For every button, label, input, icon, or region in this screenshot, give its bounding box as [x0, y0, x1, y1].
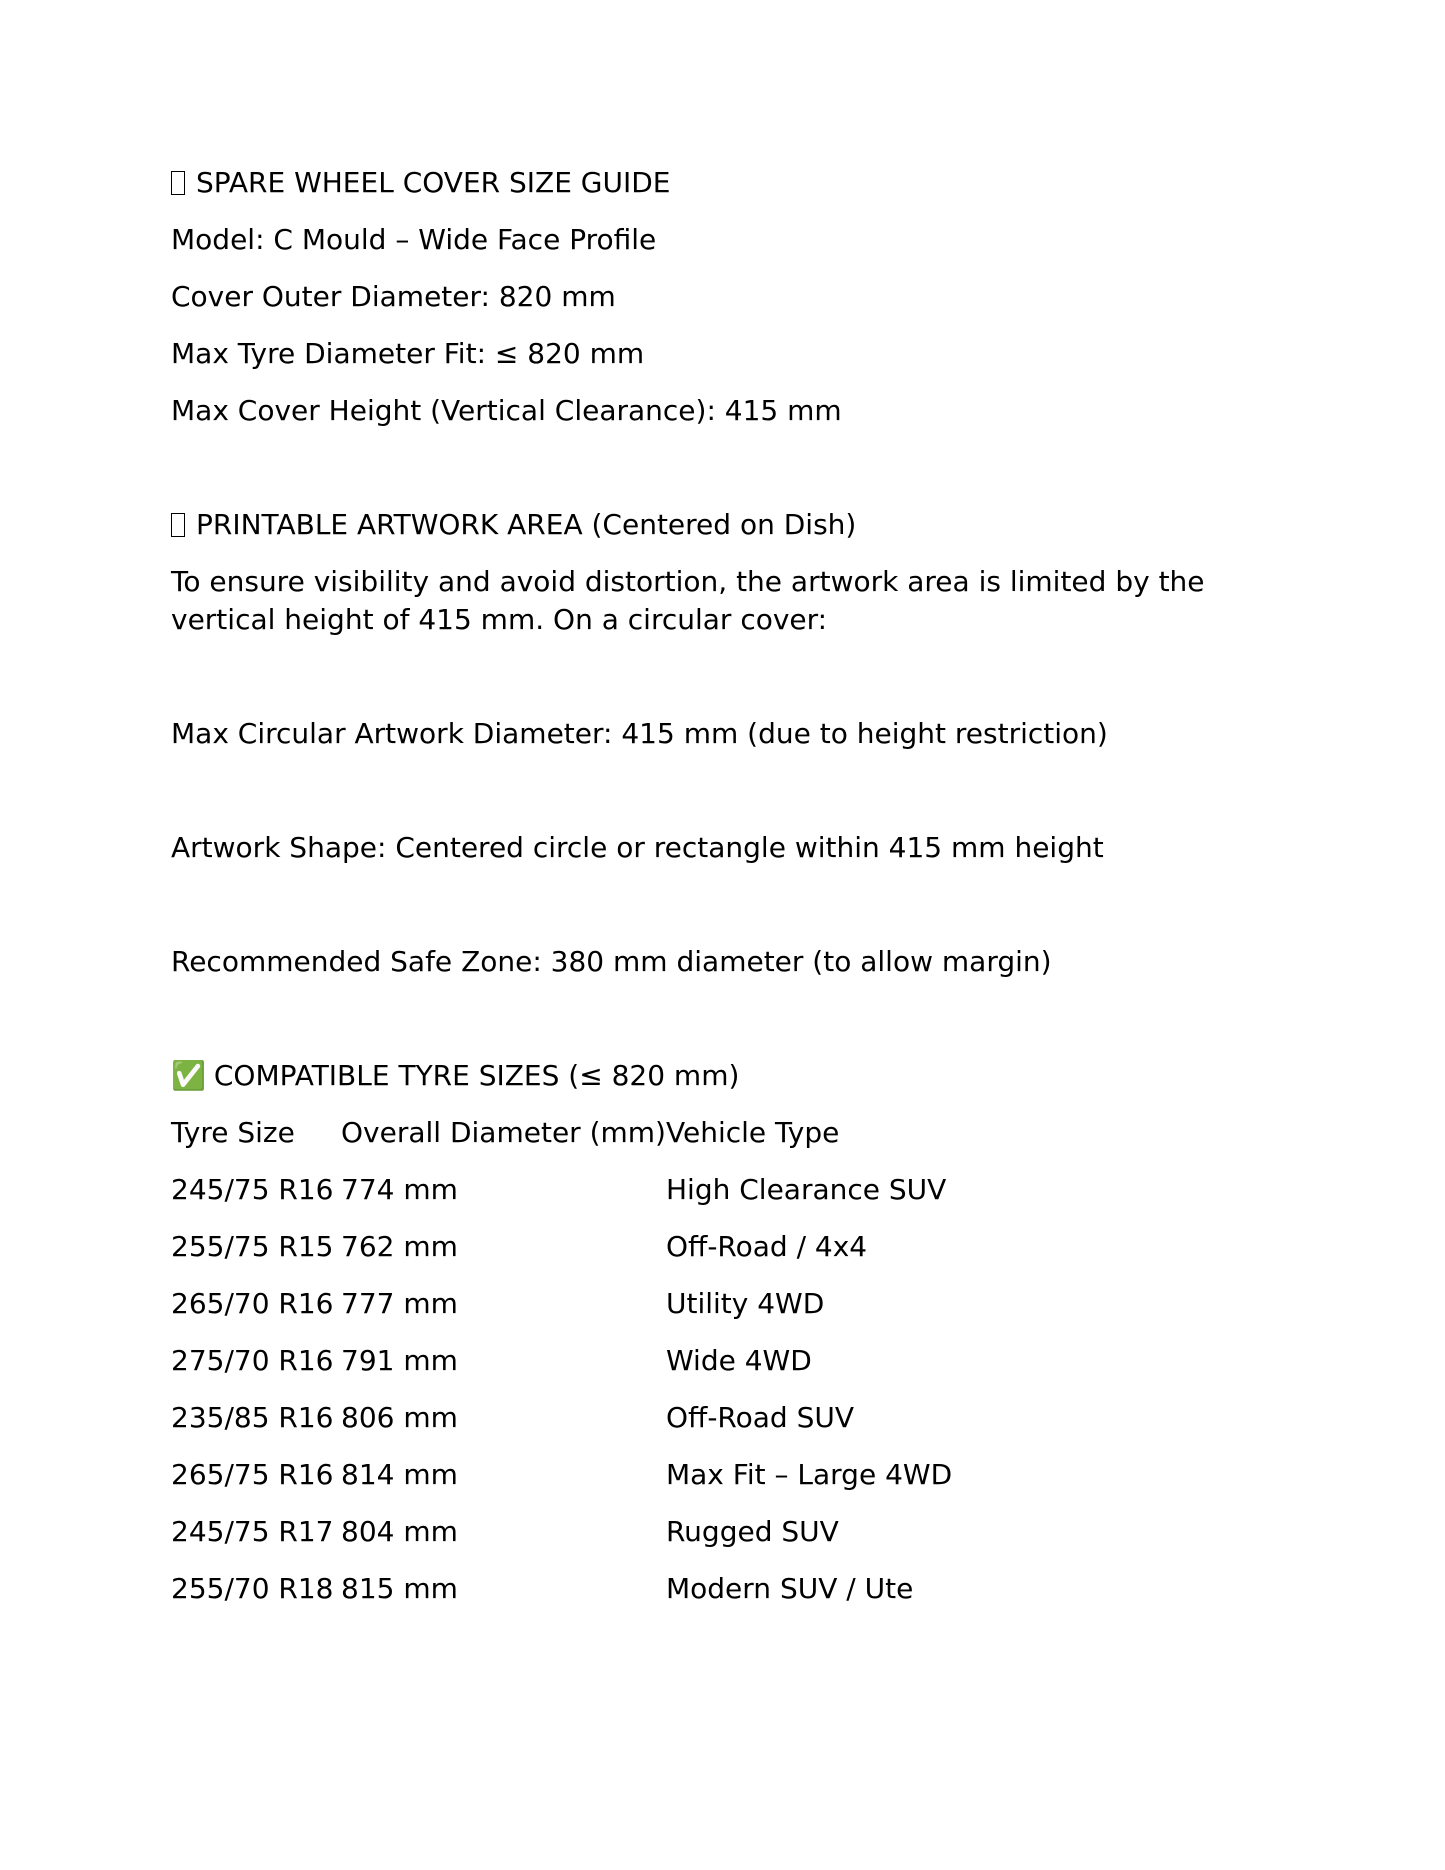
cell-tyre-size: 245/75 R16: [171, 1173, 334, 1206]
column-header-overall-diameter: Overall Diameter (mm): [341, 1116, 666, 1149]
section-heading-compatible-tyres: [171, 1057, 1281, 1095]
cell-tyre-size: 255/75 R15: [171, 1230, 334, 1263]
cell-tyre-size: 275/70 R16: [171, 1344, 334, 1377]
cell-tyre-size: 235/85 R16: [171, 1401, 334, 1434]
heading-text: PRINTABLE ARTWORK AREA (Centered on Dish): [196, 508, 857, 541]
spec-model: Model: C Mould – Wide Face Profile: [171, 223, 657, 256]
cell-vehicle-type: Off-Road / 4x4: [665, 1230, 868, 1263]
table-header-row: [171, 1114, 1066, 1171]
table-row: [171, 1171, 1066, 1228]
heading-text: COMPATIBLE TYRE SIZES (≤ 820 mm): [213, 1059, 740, 1092]
cell-tyre-size: 265/70 R16: [171, 1287, 334, 1320]
table-row: [171, 1399, 1066, 1456]
table-row: [171, 1285, 1066, 1342]
cell-vehicle-type: Off-Road SUV: [665, 1401, 854, 1434]
cell-diameter: 774 mm: [341, 1173, 458, 1206]
cell-diameter: 777 mm: [341, 1287, 458, 1320]
cell-diameter: 814 mm: [341, 1458, 458, 1491]
table-row: [171, 1570, 1066, 1627]
cell-tyre-size: 265/75 R16: [171, 1458, 334, 1491]
spacer: [171, 886, 1281, 943]
cell-tyre-size: 245/75 R17: [171, 1515, 334, 1548]
artwork-item-max-diameter: Max Circular Artwork Diameter: 415 mm (due to height restriction): [171, 717, 1108, 750]
table-row: [171, 1228, 1066, 1285]
cell-vehicle-type: Rugged SUV: [665, 1515, 839, 1548]
artwork-item-safe-zone: Recommended Safe Zone: 380 mm diameter (to allow margin): [171, 945, 1052, 978]
spec-max-tyre-diameter: Max Tyre Diameter Fit: ≤ 820 mm: [171, 337, 645, 370]
cell-vehicle-type: Max Fit – Large 4WD: [665, 1458, 953, 1491]
document-page: [171, 164, 1281, 1627]
artwork-intro-paragraph: To ensure visibility and avoid distortion, the artwork area is limited by the vertical height of 415 mm. On a circular cover:: [171, 565, 1205, 636]
cell-vehicle-type: Utility 4WD: [665, 1287, 825, 1320]
table-row: [171, 1456, 1066, 1513]
tyre-size-table: [171, 1114, 1066, 1627]
spacer: [171, 772, 1281, 829]
section-heading-artwork-area: [171, 506, 1281, 544]
section-heading-size-guide: [171, 164, 1281, 202]
table-row: [171, 1513, 1066, 1570]
spacer: [171, 658, 1281, 715]
spec-max-cover-height: Max Cover Height (Vertical Clearance): 415 mm: [171, 394, 842, 427]
artwork-item-shape: Artwork Shape: Centered circle or rectangle within 415 mm height: [171, 831, 1104, 864]
column-header-tyre-size: Tyre Size: [171, 1116, 295, 1149]
spec-cover-diameter: Cover Outer Diameter: 820 mm: [171, 280, 616, 313]
missing-glyph-icon: [171, 171, 185, 195]
cell-tyre-size: 255/70 R18: [171, 1572, 334, 1605]
check-mark-icon: ✅: [171, 1059, 206, 1092]
cell-vehicle-type: Wide 4WD: [665, 1344, 812, 1377]
spacer: [171, 1000, 1281, 1057]
column-header-vehicle-type: Vehicle Type: [665, 1116, 840, 1149]
cell-diameter: 815 mm: [341, 1572, 458, 1605]
missing-glyph-icon: [171, 513, 185, 537]
cell-vehicle-type: Modern SUV / Ute: [665, 1572, 914, 1605]
cell-diameter: 762 mm: [341, 1230, 458, 1263]
cell-vehicle-type: High Clearance SUV: [665, 1173, 947, 1206]
cell-diameter: 806 mm: [341, 1401, 458, 1434]
cell-diameter: 804 mm: [341, 1515, 458, 1548]
heading-text: SPARE WHEEL COVER SIZE GUIDE: [196, 166, 671, 199]
table-row: [171, 1342, 1066, 1399]
spacer: [171, 449, 1281, 506]
cell-diameter: 791 mm: [341, 1344, 458, 1377]
